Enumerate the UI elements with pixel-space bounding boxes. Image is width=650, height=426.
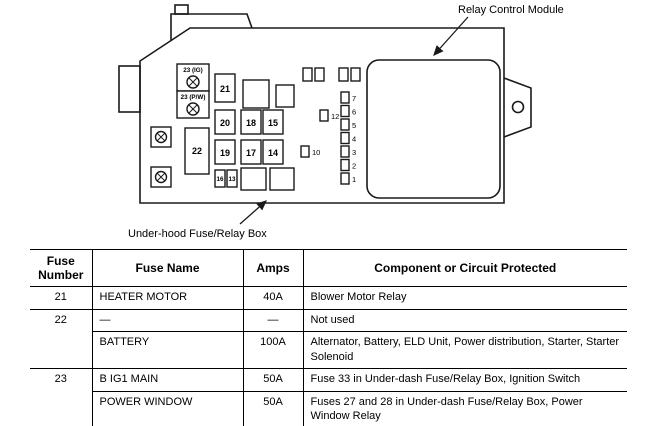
fuse-slot-4 <box>341 133 356 144</box>
underhood-box-leader-arrow <box>240 201 266 224</box>
mini-fuse-icon <box>341 106 349 117</box>
cell-fuse-number: 22 <box>30 309 92 369</box>
fuse-slot-blank <box>270 168 294 190</box>
table-row <box>30 369 627 392</box>
mini-fuse-icon <box>341 173 349 184</box>
fusebox-left-bracket <box>119 66 140 112</box>
fuse-slot-label: 4 <box>352 134 357 144</box>
fuse-slot-label: 3 <box>352 148 357 157</box>
cell-fuse-number: 21 <box>30 287 92 310</box>
col-header-amps: Amps <box>243 250 303 287</box>
fuse-slot-7 <box>341 92 356 103</box>
mini-fuse-icon <box>341 119 349 130</box>
fuse-slot-2 <box>341 160 356 171</box>
mini-fuse-bank <box>301 68 360 184</box>
mini-fuse-icon <box>303 68 312 81</box>
col-header-component: Component or Circuit Protected <box>303 250 627 287</box>
fuse-slot-10 <box>301 146 320 157</box>
cell-amps: 50A <box>243 369 303 392</box>
fuse-slot-12 <box>320 110 339 121</box>
screw-mount-top <box>151 127 171 147</box>
mini-fuse-icon <box>320 110 328 121</box>
fuse-slot-label: 6 <box>352 107 357 117</box>
fuse-slot-5 <box>341 119 356 130</box>
table-row <box>30 332 627 369</box>
fuse-slot-label: 23 (IG) <box>183 67 203 74</box>
fuse-slot-label: 13 <box>228 176 236 183</box>
fuse-slot-blank <box>243 80 269 108</box>
mini-fuse-icon <box>315 68 324 81</box>
fuse-slot-1 <box>341 173 356 184</box>
cell-fuse-name: HEATER MOTOR <box>92 287 243 310</box>
fuse-slot-label: 16 <box>216 176 224 183</box>
mini-fuse-icon <box>339 68 348 81</box>
cell-fuse-number: 23 <box>30 369 92 426</box>
cell-amps: 100A <box>243 332 303 369</box>
fuse-table-section <box>30 249 627 426</box>
fuse-slot-20 <box>215 110 235 134</box>
cell-component: Alternator, Battery, ELD Unit, Power distribution, Starter, Starter Solenoid <box>303 332 627 369</box>
fuse-slot-23-ig <box>177 64 209 91</box>
mini-fuse-icon <box>341 133 349 144</box>
table-row <box>30 309 627 332</box>
fuse-slot-13 <box>227 170 237 187</box>
fuse-slot-label: 2 <box>352 161 357 171</box>
cell-component: Not used <box>303 309 627 332</box>
fuse-slot-17 <box>241 140 261 164</box>
fuse-table <box>30 249 627 426</box>
fuse-slot-label: 7 <box>352 94 357 103</box>
fuse-slot-label: 18 <box>245 118 257 128</box>
underhood-box-label: Under-hood Fuse/Relay Box <box>128 228 267 240</box>
fusebox-mount-tab <box>504 78 531 137</box>
fuse-slot-blank <box>276 85 294 107</box>
fuse-slot-label: 22 <box>191 146 203 156</box>
fuse-slot-label: 1 <box>352 175 357 184</box>
mini-fuse-icon <box>301 146 309 157</box>
relay-module-leader-arrow <box>434 17 468 55</box>
cell-amps: — <box>243 309 303 332</box>
cell-fuse-name: — <box>92 309 243 332</box>
mini-fuse-icon <box>341 160 349 171</box>
relay-control-module-outline <box>367 60 500 198</box>
fuse-slot-21 <box>215 74 235 102</box>
fuse-slot-19 <box>215 140 235 164</box>
table-row <box>30 391 627 426</box>
cell-amps: 50A <box>243 391 303 426</box>
fuse-slot-label: 23 (P/W) <box>180 94 206 101</box>
col-header-fuse-number: Fuse Number <box>30 250 92 287</box>
fuse-slot-label: 5 <box>352 121 357 130</box>
fuse-slot-16 <box>215 170 225 187</box>
fuse-slot-15 <box>263 110 283 134</box>
cell-fuse-name: B IG1 MAIN <box>92 369 243 392</box>
cell-fuse-name: BATTERY <box>92 332 243 369</box>
table-row <box>30 287 627 310</box>
fuse-slot-label: 20 <box>219 118 231 128</box>
cell-component: Fuse 33 in Under-dash Fuse/Relay Box, Ignition Switch <box>303 369 627 392</box>
cell-component: Blower Motor Relay <box>303 287 627 310</box>
cell-fuse-name: POWER WINDOW <box>92 391 243 426</box>
fuse-slot-label: 17 <box>245 148 257 158</box>
fusebox-top-clip <box>175 5 188 14</box>
fuse-slot-label: 12 <box>331 112 340 121</box>
fuse-slot-blank <box>241 168 266 190</box>
fuse-slot-3 <box>341 146 356 157</box>
fuse-slot-23-pw <box>177 91 209 118</box>
fuse-slot-18 <box>241 110 261 134</box>
fuse-slot-label: 10 <box>312 148 321 157</box>
fuse-slot-label: 21 <box>219 84 231 94</box>
fuse-slot-6 <box>341 106 356 117</box>
fuse-slot-label: 14 <box>267 148 279 158</box>
table-header-row <box>30 250 627 287</box>
mini-fuse-icon <box>341 146 349 157</box>
screw-mount-bottom <box>151 167 171 187</box>
mount-hole-icon <box>513 102 524 113</box>
fuse-slot-label: 15 <box>267 118 279 128</box>
col-header-fuse-name: Fuse Name <box>92 250 243 287</box>
relay-control-module-label: Relay Control Module <box>458 4 564 16</box>
mini-fuse-icon <box>341 92 349 103</box>
cell-component: Fuses 27 and 28 in Under-dash Fuse/Relay Box, Power Window Relay <box>303 391 627 426</box>
mini-fuse-icon <box>351 68 360 81</box>
cell-amps: 40A <box>243 287 303 310</box>
fuse-slot-label: 19 <box>219 148 231 158</box>
fuse-slot-14 <box>263 140 283 164</box>
fuse-slot-22 <box>185 128 209 174</box>
